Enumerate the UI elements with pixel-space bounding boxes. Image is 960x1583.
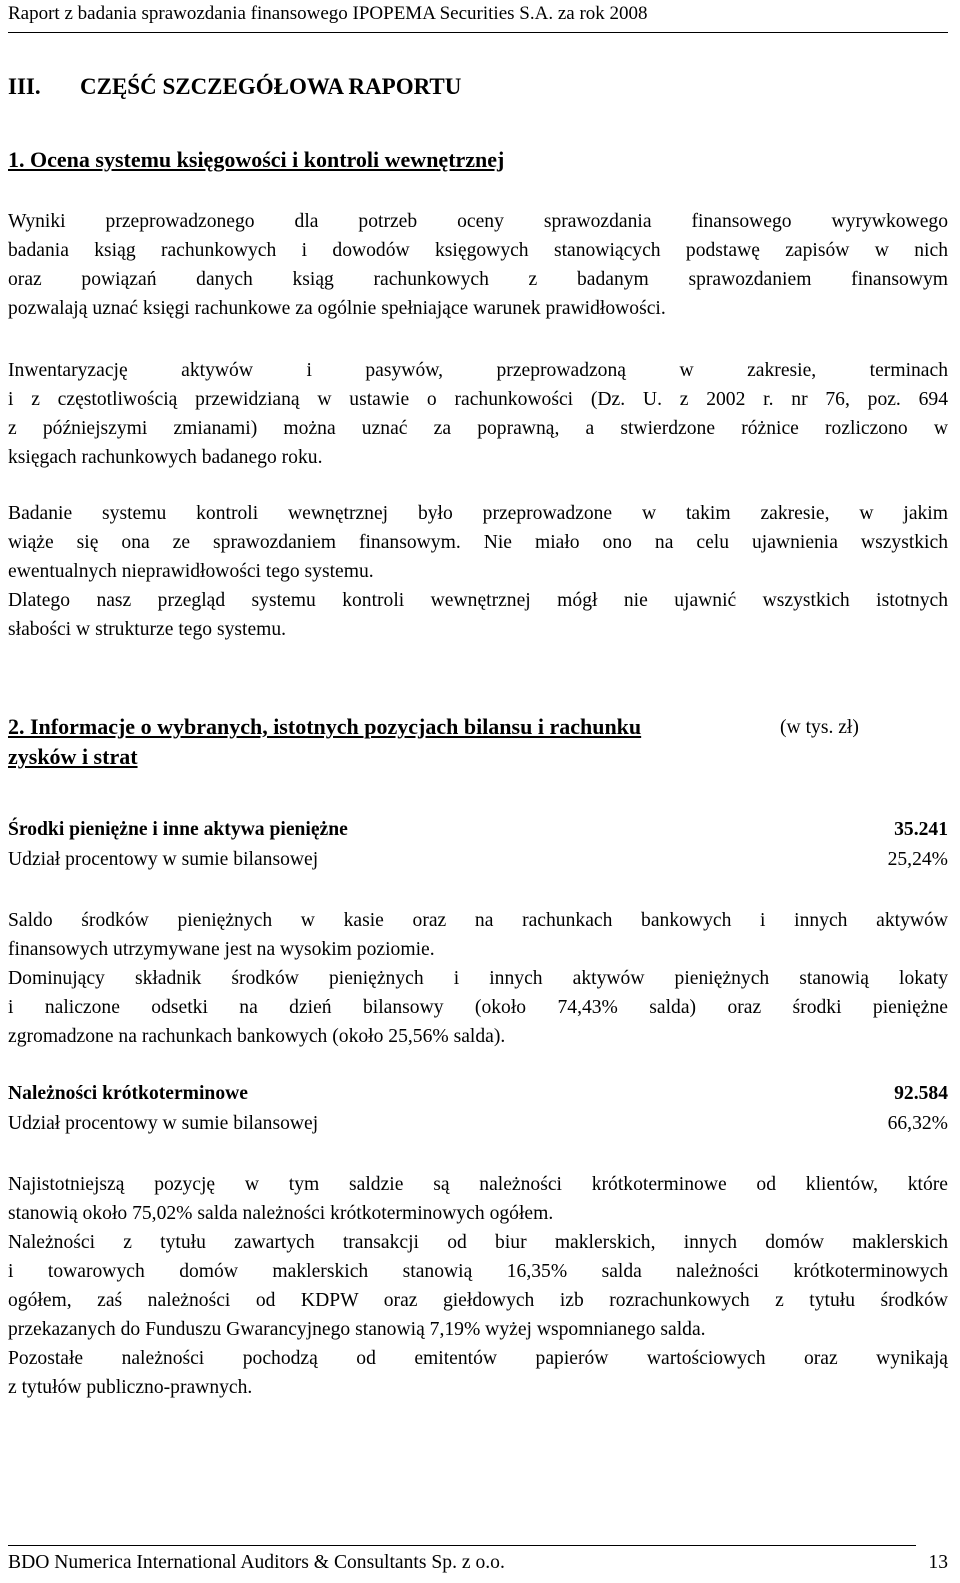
paragraph-receivables-brokers <box>8 1228 948 1344</box>
subsection-1-title: 1. Ocena systemu księgowości i kontroli wewnętrznej <box>8 147 505 172</box>
paragraph-line: Należności z tytułu zawartych transakcji od biur maklerskich, innych domów maklerskich <box>8 1232 948 1253</box>
paragraph-line: ogółem, zaś należności od KDPW oraz giełdowych izb rozrachunkowych z tytułu środków <box>8 1290 948 1311</box>
paragraph-line: ewentualnych nieprawidłowości tego systemu. <box>8 561 374 582</box>
paragraph-line: badania ksiąg rachunkowych i dowodów księgowych stanowiących podstawę zapisów w nich <box>8 240 948 261</box>
section-number: III. <box>8 74 41 99</box>
cash-label: Środki pieniężne i inne aktywa pieniężne <box>8 819 348 840</box>
paragraph-line: Dominujący składnik środków pieniężnych i innych aktywów pieniężnych stanowią lokaty <box>8 968 948 989</box>
section-heading <box>8 73 461 101</box>
paragraph-line: i towarowych domów maklerskich stanowią 16,35% salda należności krótkoterminowych <box>8 1261 948 1282</box>
unit-label: (w tys. zł) <box>780 717 859 738</box>
header-rule <box>8 32 948 33</box>
paragraph-cash-structure <box>8 964 948 1051</box>
paragraph-line: Saldo środków pieniężnych w kasie oraz na rachunkach bankowych i innych aktywów <box>8 910 948 931</box>
paragraph-line: Badanie systemu kontroli wewnętrznej było przeprowadzone w takim zakresie, w jakim <box>8 503 948 524</box>
paragraph-line: i naliczone odsetki na dzień bilansowy (około 74,43% salda) oraz środki pieniężne <box>8 997 948 1018</box>
receivables-row <box>8 1079 948 1108</box>
receivables-value: 92.584 <box>894 1083 948 1104</box>
paragraph-line: z tytułów publiczno-prawnych. <box>8 1377 253 1398</box>
paragraph-receivables-other <box>8 1344 948 1402</box>
subsection-2-title <box>8 712 720 772</box>
paragraph-line: pozwalają uznać księgi rachunkowe za ogólnie spełniające warunek prawidłowości. <box>8 298 666 319</box>
cash-share-row <box>8 845 948 874</box>
cash-share-value: 25,24% <box>887 849 948 870</box>
paragraph-line: i z częstotliwością przewidzianą w ustawie o rachunkowości (Dz. U. z 2002 r. nr 76, poz. 694 <box>8 389 948 410</box>
footer-company: BDO Numerica International Auditors & Consultants Sp. z o.o. <box>8 1552 505 1573</box>
paragraph-review-limitations <box>8 586 948 644</box>
paragraph-line: Dlatego nasz przegląd systemu kontroli wewnętrznej mógł nie ujawnić wszystkich istotnych <box>8 590 948 611</box>
paragraph-line: zgromadzone na rachunkach bankowych (około 25,56% salda). <box>8 1026 506 1047</box>
paragraph-receivables-clients <box>8 1170 948 1228</box>
cash-share-label: Udział procentowy w sumie bilansowej <box>8 849 319 870</box>
paragraph-line: z późniejszymi zmianami) można uznać za poprawną, a stwierdzone różnice rozliczono w <box>8 418 948 439</box>
paragraph-line: słabości w strukturze tego systemu. <box>8 619 287 640</box>
receivables-share-value: 66,32% <box>887 1113 948 1134</box>
page-number: 13 <box>928 1552 948 1573</box>
paragraph-inventory <box>8 356 948 472</box>
paragraph-line: Inwentaryzację aktywów i pasywów, przeprowadzoną w zakresie, terminach <box>8 360 948 381</box>
paragraph-line: Wyniki przeprowadzonego dla potrzeb oceny sprawozdania finansowego wyrywkowego <box>8 211 948 232</box>
footer-rule <box>8 1545 916 1546</box>
paragraph-line: stanowią około 75,02% salda należności krótkoterminowych ogółem. <box>8 1203 554 1224</box>
paragraph-accounting-results <box>8 207 948 323</box>
running-header: Raport z badania sprawozdania finansowego IPOPEMA Securities S.A. za rok 2008 <box>8 3 648 24</box>
subsection-2-title-line2: zysków i strat <box>8 744 138 769</box>
receivables-label: Należności krótkoterminowe <box>8 1083 248 1104</box>
paragraph-line: wiąże się ona ze sprawozdaniem finansowym. Nie miało ono na celu ujawnienia wszystkich <box>8 532 948 553</box>
paragraph-line: oraz powiązań danych ksiąg rachunkowych z badanym sprawozdaniem finansowym <box>8 269 948 290</box>
section-title: CZĘŚĆ SZCZEGÓŁOWA RAPORTU <box>80 74 462 99</box>
paragraph-line: Pozostałe należności pochodzą od emitentów papierów wartościowych oraz wynikają <box>8 1348 948 1369</box>
page-footer <box>8 1549 948 1577</box>
receivables-share-label: Udział procentowy w sumie bilansowej <box>8 1113 319 1134</box>
subsection-2-title-line1: 2. Informacje o wybranych, istotnych pozycjach bilansu i rachunku <box>8 714 642 739</box>
document-page <box>8 0 948 1583</box>
paragraph-line: finansowych utrzymywane jest na wysokim poziomie. <box>8 939 435 960</box>
receivables-share-row <box>8 1109 948 1138</box>
cash-value: 35.241 <box>894 819 948 840</box>
paragraph-line: przekazanych do Funduszu Gwarancyjnego stanowią 7,19% wyżej wspomnianego salda. <box>8 1319 706 1340</box>
cash-row <box>8 815 948 844</box>
paragraph-cash-balance <box>8 906 948 964</box>
paragraph-internal-control <box>8 499 948 586</box>
paragraph-line: księgach rachunkowych badanego roku. <box>8 447 323 468</box>
paragraph-line: Najistotniejszą pozycję w tym saldzie są należności krótkoterminowe od klientów, które <box>8 1174 948 1195</box>
